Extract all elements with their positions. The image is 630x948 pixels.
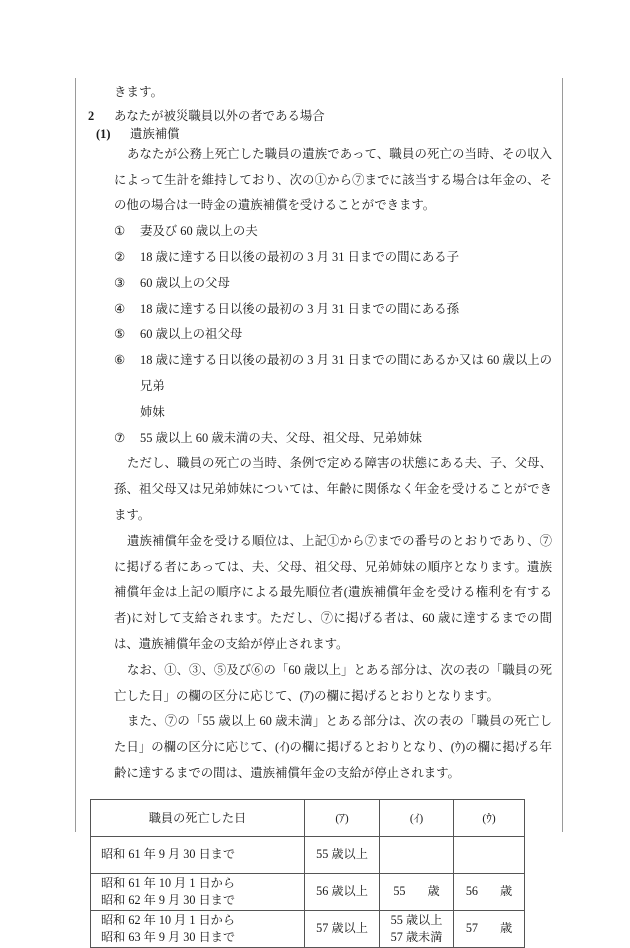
date-line-1: 昭和 61 年 10 月 1 日から [101, 875, 236, 890]
age-table-wrapper [90, 799, 552, 948]
section-heading-2 [88, 106, 552, 124]
cell-c-unit: 歳 [500, 884, 513, 899]
list-marker: ① [114, 224, 126, 239]
section-number: 2 [88, 108, 95, 123]
table-cell-date [91, 910, 305, 947]
list-text: 妻及び 60 歳以上の夫 [140, 224, 258, 239]
cell-c-value [478, 846, 500, 863]
cell-b-unit: 歳 [427, 884, 440, 899]
list-text-line1: 18 歳に達する日以後の最初の 3 月 31 日までの間にあるか又は 60 歳以上の兄弟 [140, 353, 552, 393]
subsection-number: (1) [96, 126, 111, 141]
list-item [114, 219, 552, 245]
cell-b-number: 55 [393, 884, 406, 899]
table-header-b: (ｲ) [380, 799, 454, 836]
date-line-2: 昭和 63 年 9 月 30 日まで [101, 929, 236, 944]
cell-c-value [466, 920, 512, 937]
table-header-a: (ｱ) [305, 799, 380, 836]
list-text-line2: 姉妹 [140, 404, 165, 419]
age-table [90, 799, 525, 948]
list-item [114, 426, 552, 452]
list-item [114, 348, 552, 425]
continuation-line: きます。 [114, 85, 164, 99]
cell-c-number: 57 [465, 921, 478, 936]
table-cell-b [380, 910, 454, 947]
table-cell-c [454, 873, 525, 910]
table-cell-date [91, 873, 305, 910]
list-text: 55 歳以上 60 歳未満の夫、父母、祖父母、兄弟姉妹 [140, 430, 422, 445]
table-cell-b [380, 836, 454, 873]
list-marker: ④ [114, 301, 126, 316]
list-marker: ② [114, 249, 126, 264]
table-row [91, 910, 525, 947]
table-cell-a: 57 歳以上 [305, 910, 380, 947]
list-marker: ⑦ [114, 430, 126, 445]
cell-b-value [393, 883, 439, 900]
list-item [114, 297, 552, 323]
paragraph-junni: 遺族補償年金を受ける順位は、上記①から⑦までの番号のとおりであり、⑦に掲げる者にあっては、夫、父母、祖父母、兄弟姉妹の順序となります。遺族補償年金は上記の順序による最先順位者(遺族補償年金を受ける権利を有する者)に対して支給されます。ただし、⑦に掲げる者は、60 歳に達するまでの間は、遺族補償年金の支給が停止されます。 [114, 533, 552, 651]
table-cell-a: 55 歳以上 [305, 836, 380, 873]
table-cell-a: 56 歳以上 [305, 873, 380, 910]
document-content [88, 80, 552, 948]
table-cell-date [91, 836, 305, 873]
list-text: 18 歳に達する日以後の最初の 3 月 31 日までの間にある孫 [140, 301, 460, 316]
paragraph-mata: また、⑦の「55 歳以上 60 歳未満」とある部分は、次の表の「職員の死亡した日」の欄の区分に応じて、(ｲ)の欄に掲げるとおりとなり、(ｳ)の欄に掲げる年齢に達するまでの間は、遺族補償年金の支給が停止されます。 [114, 714, 552, 780]
date-line-2: 昭和 62 年 9 月 30 日まで [101, 892, 236, 907]
list-marker: ⑥ [114, 353, 126, 368]
date-line-1: 昭和 62 年 10 月 1 日から [101, 912, 236, 927]
page-right-rule [562, 78, 563, 832]
list-marker: ⑤ [114, 327, 126, 342]
list-text: 60 歳以上の父母 [140, 275, 230, 290]
cell-b-line-2: 57 歳未満 [390, 929, 443, 944]
intro-paragraph: あなたが公務上死亡した職員の遺族であって、職員の死亡の当時、その収入によって生計を維持しており、次の①から⑦までに該当する場合は年金の、その他の場合は一時金の遺族補償を受けることができます。 [114, 146, 552, 213]
list-item [114, 245, 552, 271]
table-cell-c [454, 836, 525, 873]
list-item [114, 322, 552, 348]
subsection-title: 遺族補償 [130, 126, 180, 141]
list-marker: ③ [114, 275, 126, 290]
cell-c-unit: 歳 [500, 921, 513, 936]
page-left-rule [75, 78, 76, 832]
date-line-1: 昭和 61 年 9 月 30 日まで [101, 847, 236, 862]
list-item [114, 271, 552, 297]
table-header-row [91, 799, 525, 836]
section-title: あなたが被災職員以外の者である場合 [114, 108, 325, 123]
paragraph-tadashi: ただし、職員の死亡の当時、条例で定める障害の状態にある夫、子、父母、孫、祖父母又は兄弟姉妹については、年齢に関係なく年金を受けることができます。 [114, 456, 552, 522]
cell-b-line-1: 55 歳以上 [390, 912, 443, 927]
list-text [140, 348, 552, 425]
table-row [91, 836, 525, 873]
cell-c-number: 56 [465, 884, 478, 899]
table-header-date: 職員の死亡した日 [91, 799, 305, 836]
table-cell-b [380, 873, 454, 910]
cell-c-value [466, 883, 512, 900]
subsection-heading-1 [96, 124, 552, 142]
table-row [91, 873, 525, 910]
paragraph-nao: なお、①、③、⑤及び⑥の「60 歳以上」とある部分は、次の表の「職員の死亡した日」の欄の区分に応じて、(ｱ)の欄に掲げるとおりとなります。 [114, 662, 552, 703]
list-text: 60 歳以上の祖父母 [140, 327, 243, 342]
table-header-c: (ｳ) [454, 799, 525, 836]
table-cell-c [454, 910, 525, 947]
list-text: 18 歳に達する日以後の最初の 3 月 31 日までの間にある子 [140, 249, 460, 264]
